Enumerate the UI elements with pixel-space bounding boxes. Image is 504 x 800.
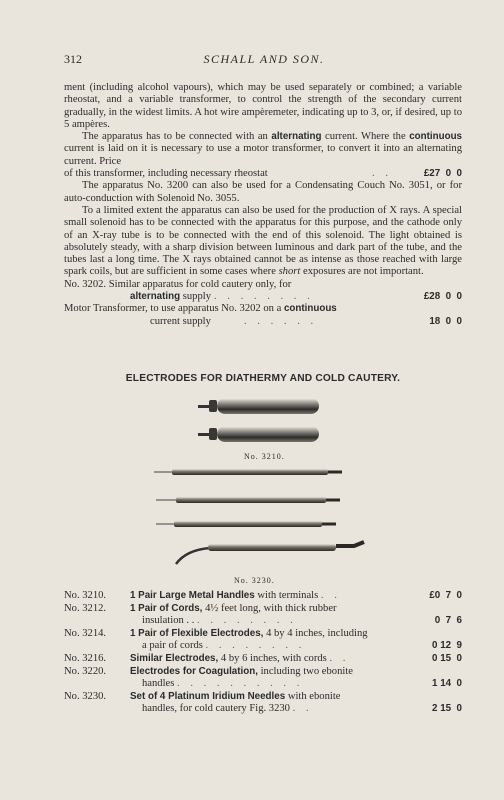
paragraph-6 <box>64 303 462 315</box>
item-name: Electrodes for Coagulation, <box>130 665 258 677</box>
text: Motor Transformer, to use apparatus No. 3202 on a <box>64 303 282 315</box>
price-line <box>64 291 462 303</box>
price: 0 15 0 <box>432 652 462 664</box>
text: of this transformer, including necessary rheostat <box>64 168 268 180</box>
item-number: No. 3210. <box>64 590 107 601</box>
figure-caption: No. 3230. <box>234 576 275 585</box>
leader-dots: . . . . . . . . <box>214 291 314 303</box>
leader-dots: . . . . . . <box>244 315 318 327</box>
leader-dots: . . <box>320 590 341 601</box>
paragraph-1: ment (including alcohol vapours), which may be used separately or combined; a variable rheostat, and a variable transformer, to control the strength of the secondary current gradually, in the widest limits. A hot wire ampèremeter, indicating up to 3, or, if desired, up to 5 ampères. <box>64 82 462 130</box>
list-item <box>64 653 462 666</box>
leader-dots: . . <box>372 168 392 180</box>
item-description: 4 by 6 inches, with cords <box>220 652 327 664</box>
item-number: No. 3214. <box>64 627 107 639</box>
item-name: 1 Pair of Cords, <box>130 602 203 614</box>
bold-text: alternating <box>271 131 322 143</box>
text: supply <box>182 291 212 303</box>
large-metal-handles-illustration <box>196 392 326 450</box>
bold-text: continuous <box>283 303 337 315</box>
italic-text: short <box>278 266 301 278</box>
leader-dots: . . . . . . . . <box>205 640 306 652</box>
text: To a limited extent the apparatus can also be used for the production of X rays. A special small solenoid has to be connected with the apparatus for this purpose, and the cathode only of an X-ray tube is to be connected with the end of this solenoid. The light obtained is absolutely steady, with a sharp division between luminous and dark part of the tube, and the tubes last a long time. The X rays obtained cannot be as intense as those reached with large spark coils, but are sufficient in some cases where <box>64 204 462 278</box>
price: 1 14 0 <box>432 678 462 690</box>
item-description: 4½ feet long, with thick rubber <box>205 602 337 614</box>
text: No. 3202. Similar apparatus for cold cautery only, for <box>64 278 292 290</box>
section-title: ELECTRODES FOR DIATHERMY AND COLD CAUTERY. <box>125 373 401 384</box>
page-header <box>64 52 464 68</box>
bold-text: continuous <box>409 131 463 143</box>
text: exposures are not important. <box>303 266 424 278</box>
paragraph-2 <box>64 131 462 168</box>
item-number: No. 3212. <box>64 602 107 614</box>
text: current is laid on it is necessary to use a motor transformer, to convert it into an alternating current. Price <box>64 143 462 167</box>
item-number: No. 3230. <box>64 690 107 702</box>
item-description: insulation . . <box>142 615 195 627</box>
paragraph-5 <box>64 279 462 291</box>
price: 2 15 0 <box>432 703 462 715</box>
paragraph-4 <box>64 205 462 279</box>
handle-bottom <box>198 426 319 442</box>
needle-3 <box>156 521 336 527</box>
price: £27 0 0 <box>423 168 462 180</box>
price-line <box>64 316 462 328</box>
needle-2 <box>156 497 340 503</box>
list-item <box>64 590 462 603</box>
list-item <box>64 628 462 653</box>
item-name: 1 Pair of Flexible Electrodes, <box>130 627 264 639</box>
price-line <box>64 168 462 180</box>
price: £0 7 0 <box>429 590 462 601</box>
bold-text: alternating <box>130 291 181 303</box>
price: £28 0 0 <box>423 291 462 303</box>
item-description: handles <box>142 678 175 690</box>
needle-1 <box>154 469 342 475</box>
item-description: including two ebonite <box>260 665 353 677</box>
page-number: 312 <box>64 52 82 66</box>
text: The apparatus has to be connected with an <box>82 131 268 143</box>
item-number: No. 3220. <box>64 665 107 677</box>
item-description: 4 by 4 inches, including <box>266 627 368 639</box>
price: 0 7 6 <box>434 615 462 627</box>
body-text <box>64 82 462 328</box>
leader-dots: . . . . . . . . <box>197 615 297 627</box>
item-number: No. 3216. <box>64 652 107 664</box>
item-name: 1 Pair Large Metal Handles <box>130 590 255 601</box>
cautery-needles-illustration <box>150 460 370 572</box>
leader-dots: . . . . . . . . . . <box>177 678 304 690</box>
price: 18 0 0 <box>429 315 462 327</box>
list-item <box>64 691 462 716</box>
figure-caption: No. 3210. <box>244 452 285 461</box>
item-name: Set of 4 Platinum Iridium Needles <box>130 690 286 702</box>
running-title: SCHALL AND SON. <box>203 52 325 66</box>
item-description: handles, for cold cautery Fig. 3230 <box>142 703 290 715</box>
item-description: a pair of cords <box>142 640 203 652</box>
needle-4-bent <box>176 542 364 564</box>
list-item <box>64 603 462 628</box>
list-item <box>64 666 462 691</box>
text: current. Where the <box>325 131 406 143</box>
handle-top <box>198 398 319 414</box>
item-name: Similar Electrodes, <box>130 652 219 664</box>
item-description: with terminals <box>257 590 319 601</box>
price: 0 12 9 <box>432 640 462 652</box>
text: current supply <box>150 315 211 327</box>
electrode-price-list <box>64 590 462 716</box>
paragraph-3: The apparatus No. 3200 can also be used for a Condensating Couch No. 3051, or for auto-conduction with Solenoid No. 3055. <box>64 180 462 204</box>
leader-dots: . . <box>292 703 313 715</box>
leader-dots: . . <box>329 652 350 664</box>
item-description: with ebonite <box>287 690 341 702</box>
